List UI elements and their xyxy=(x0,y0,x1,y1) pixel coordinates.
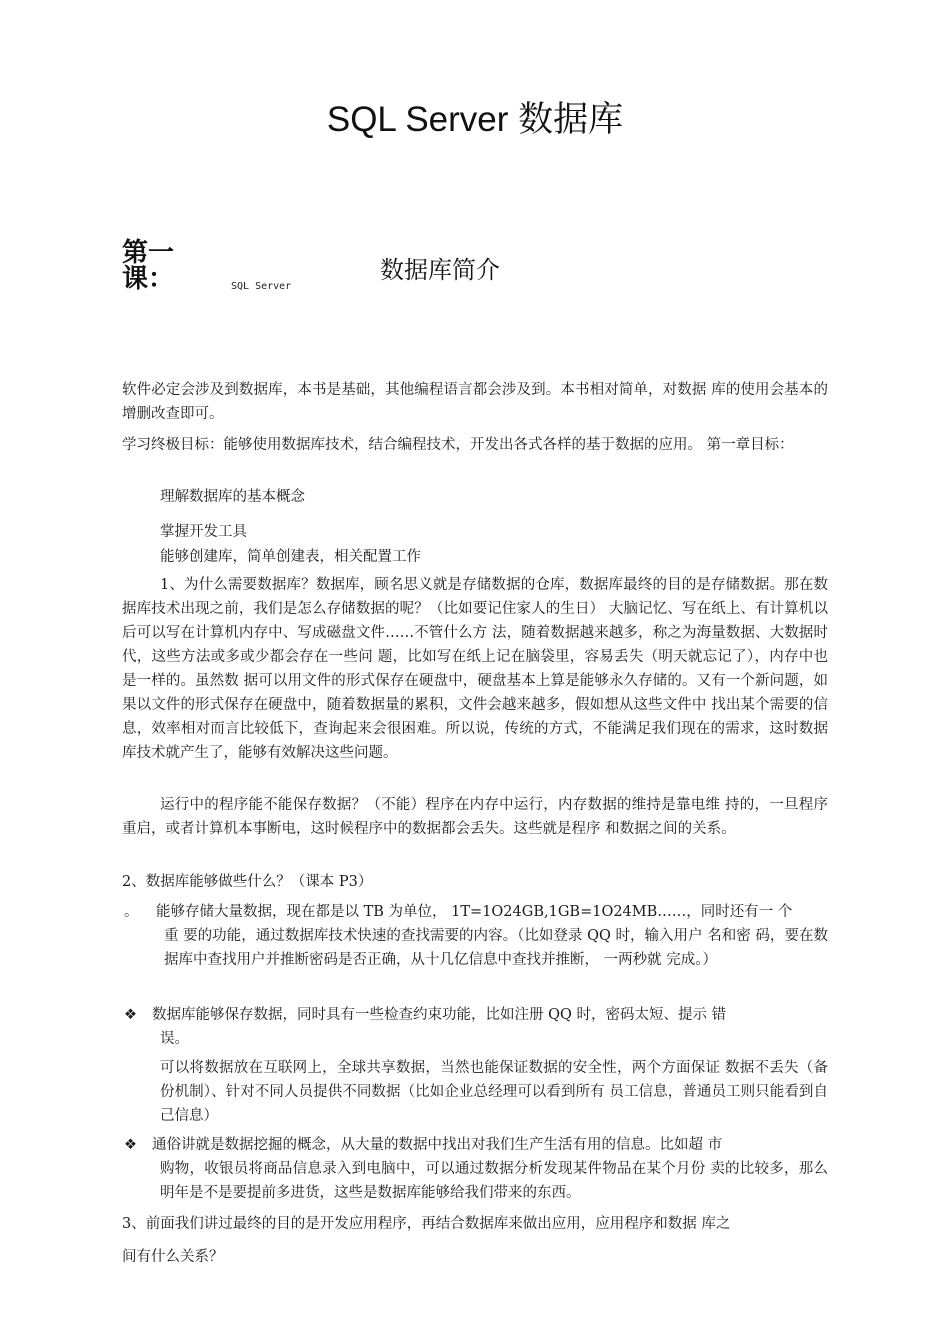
bullet-item-storage xyxy=(156,900,828,972)
bullet-item-constraints xyxy=(152,1003,828,1051)
bullet-item-line: 通俗讲就是数据挖掘的概念，从大量的数据中找出对我们生产生活有用的信息。比如超 市 xyxy=(152,1137,723,1153)
bullet-diamond-icon: ❖ xyxy=(124,1007,137,1023)
section-1-paragraph: 1、为什么需要数据库？数据库，顾名思义就是存储数据的仓库，数据库最终的目的是存储数据。那在数据库技术出现之前，我们是怎么存储数据的呢？（比如要记住家人的生日） 大脑记忆、写在纸上、有计算机以后可以写在计算机内存中、写成磁盘文件……不管什么方 法，随着数据越来越多，称之为海量数据、大数据时代，这些方法或多或少都会存在一些问 题，比如写在纸上记在脑袋里，容易丢失（明天就忘记了），内存中也是一样的。虽然数 据可以用文件的形式保存在硬盘中，硬盘基本上算是能够永久存储的。又有一个新问题，如 果以文件的形式保存在硬盘中，随着数据量的累积，文件会越来越多，假如想从这些文件中 找出某个需要的信息，效率相对而言比较低下，查询起来会很困难。所以说，传统的方式，不能满足我们现在的需求，这时数据库技术就产生了，能够有效解决这些问题。 xyxy=(122,577,828,761)
section-3-paragraph-b: 间有什么关系？ xyxy=(122,1249,224,1265)
section-2-heading: 2、数据库能够做些什么？（课本 P3） xyxy=(122,874,373,890)
chapter-goal-item: 掌握开发工具 xyxy=(160,524,247,540)
section-3-paragraph: 3、前面我们讲过最终的目的是开发应用程序，再结合数据库来做出应用，应用程序和数据 库之 xyxy=(122,1216,731,1232)
bullet-item-line: 能够存储大量数据，现在都是以 TB 为单位， 1T=1O24GB,1GB=1O24MB……，同时还有一 个 xyxy=(156,904,793,920)
bullet-item-continuation: 重 要的功能，通过数据库技术快速的查找需要的内容。（比如登录 QQ 时，输入用户 名和密 码，要在数据库中查找用户并推断密码是否正确，从十几亿信息中查找并推断， 一两秒就 完成。） xyxy=(164,928,828,968)
document-title: SQL Server 数据库 xyxy=(326,100,624,139)
bullet-item-line: 数据库能够保存数据，同时具有一些检查约束功能，比如注册 QQ 时，密码太短、提示 错 xyxy=(152,1007,727,1023)
chapter-goal-item: 能够创建库，简单创建表，相关配置工作 xyxy=(160,549,421,565)
goal-paragraph: 学习终极目标：能够使用数据库技术，结合编程技术，开发出各式各样的基于数据的应用。 第一章目标： xyxy=(122,437,794,453)
lesson-title: 数据库简介 xyxy=(380,256,500,284)
bullet-marker: 。 xyxy=(124,904,139,920)
bullet-item-data-mining xyxy=(152,1133,828,1205)
bullet-diamond-icon: ❖ xyxy=(124,1137,137,1153)
chapter-goal-item: 理解数据库的基本概念 xyxy=(160,489,305,505)
bullet-item-continuation: 误。 xyxy=(160,1031,189,1047)
lesson-label: 第一课： xyxy=(122,238,175,294)
bullet-item-continuation: 购物，收银员将商品信息录入到电脑中，可以通过数据分析发现某件物品在某个月份 卖的比较多，那么明年是不是要提前多进货，这些是数据库能够给我们带来的东西。 xyxy=(160,1161,828,1201)
section-2-subparagraph: 可以将数据放在互联网上，全球共享数据，当然也能保证数据的安全性，两个方面保证 数据不丢失（备份机制）、针对不同人员提供不同数据（比如企业总经理可以看到所有 员工信息，普通员工则只能看到自己信息） xyxy=(160,1060,828,1124)
section-1-paragraph-b: 运行中的程序能不能保存数据？（不能）程序在内存中运行，内存数据的维持是靠电维 持的，一旦程序重启，或者计算机本事断电，这时候程序中的数据都会丢失。这些就是程序 和数据之间的关系。 xyxy=(122,797,828,837)
lesson-subtitle: SQL Server xyxy=(231,281,292,292)
intro-paragraph: 软件必定会涉及到数据库，本书是基础，其他编程语言都会涉及到。本书相对简单，对数据 库的使用会基本的增删改查即可。 xyxy=(122,382,828,422)
